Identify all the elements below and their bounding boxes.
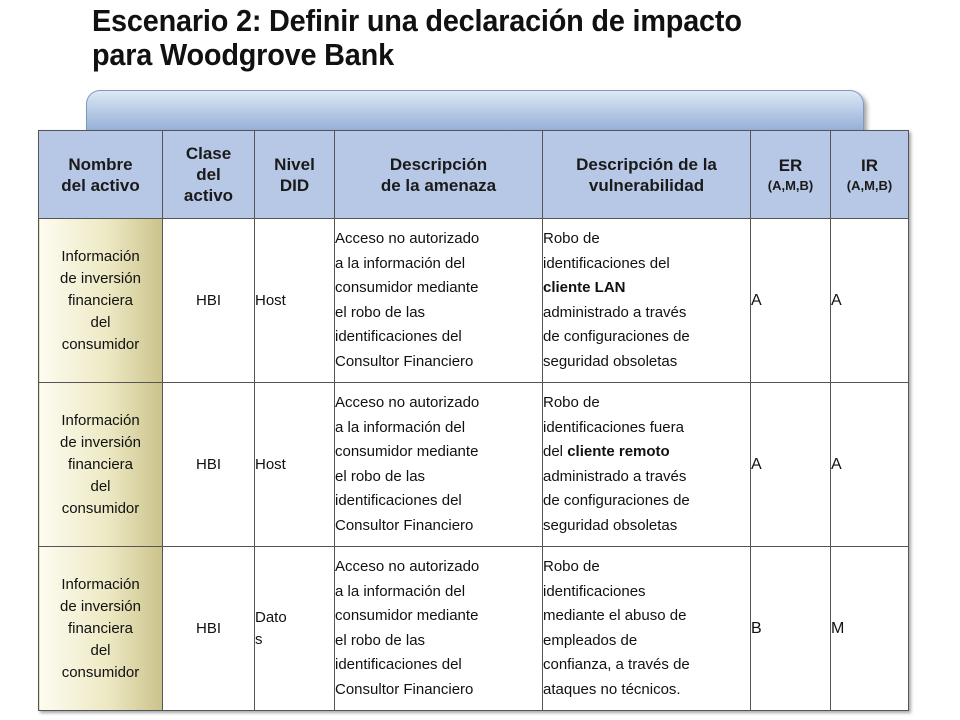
header-threat-description: Descripción de la amenaza <box>335 131 543 219</box>
table-header-row <box>39 131 909 219</box>
ir-rating-cell: M <box>831 547 909 711</box>
header-er: ER (A,M,B) <box>751 131 831 219</box>
vulnerability-cell: Robo de identificaciones del cliente LAN administrado a través de configuraciones de seguridad obsoletas <box>543 219 751 383</box>
did-level-cell: Dato s <box>255 547 335 711</box>
did-level-cell: Host <box>255 383 335 547</box>
asset-name-cell: Información de inversión financiera del consumidor <box>39 219 163 383</box>
slide-title <box>92 4 873 72</box>
header-vulnerability-description: Descripción de la vulnerabilidad <box>543 131 751 219</box>
header-did-level: Nivel DID <box>255 131 335 219</box>
threat-cell: Acceso no autorizado a la información del consumidor mediante el robo de las identificaciones del Consultor Financiero <box>335 547 543 711</box>
ir-rating-cell: A <box>831 383 909 547</box>
er-rating-cell: B <box>751 547 831 711</box>
ir-rating-cell: A <box>831 219 909 383</box>
header-asset-class: Clase del activo <box>163 131 255 219</box>
asset-name-cell: Información de inversión financiera del consumidor <box>39 547 163 711</box>
slide-title-line-2: para Woodgrove Bank <box>92 37 394 72</box>
vulnerability-cell: Robo de identificaciones fuera del cliente remoto administrado a través de configuraciones de seguridad obsoletas <box>543 383 751 547</box>
er-rating-cell: A <box>751 383 831 547</box>
header-ir: IR (A,M,B) <box>831 131 909 219</box>
table-row <box>39 219 909 383</box>
header-asset-name: Nombre del activo <box>39 131 163 219</box>
asset-name-cell: Información de inversión financiera del consumidor <box>39 383 163 547</box>
threat-cell: Acceso no autorizado a la información del consumidor mediante el robo de las identificaciones del Consultor Financiero <box>335 383 543 547</box>
table-row <box>39 547 909 711</box>
impact-statement-table <box>38 130 909 711</box>
decorative-banner <box>86 90 864 135</box>
threat-cell: Acceso no autorizado a la información del consumidor mediante el robo de las identificaciones del Consultor Financiero <box>335 219 543 383</box>
did-level-cell: Host <box>255 219 335 383</box>
asset-class-cell: HBI <box>163 547 255 711</box>
asset-class-cell: HBI <box>163 219 255 383</box>
slide-title-line-1: Escenario 2: Definir una declaración de impacto <box>92 3 742 38</box>
table-row <box>39 383 909 547</box>
vulnerability-cell: Robo de identificaciones mediante el abuso de empleados de confianza, a través de ataques no técnicos. <box>543 547 751 711</box>
asset-class-cell: HBI <box>163 383 255 547</box>
er-rating-cell: A <box>751 219 831 383</box>
